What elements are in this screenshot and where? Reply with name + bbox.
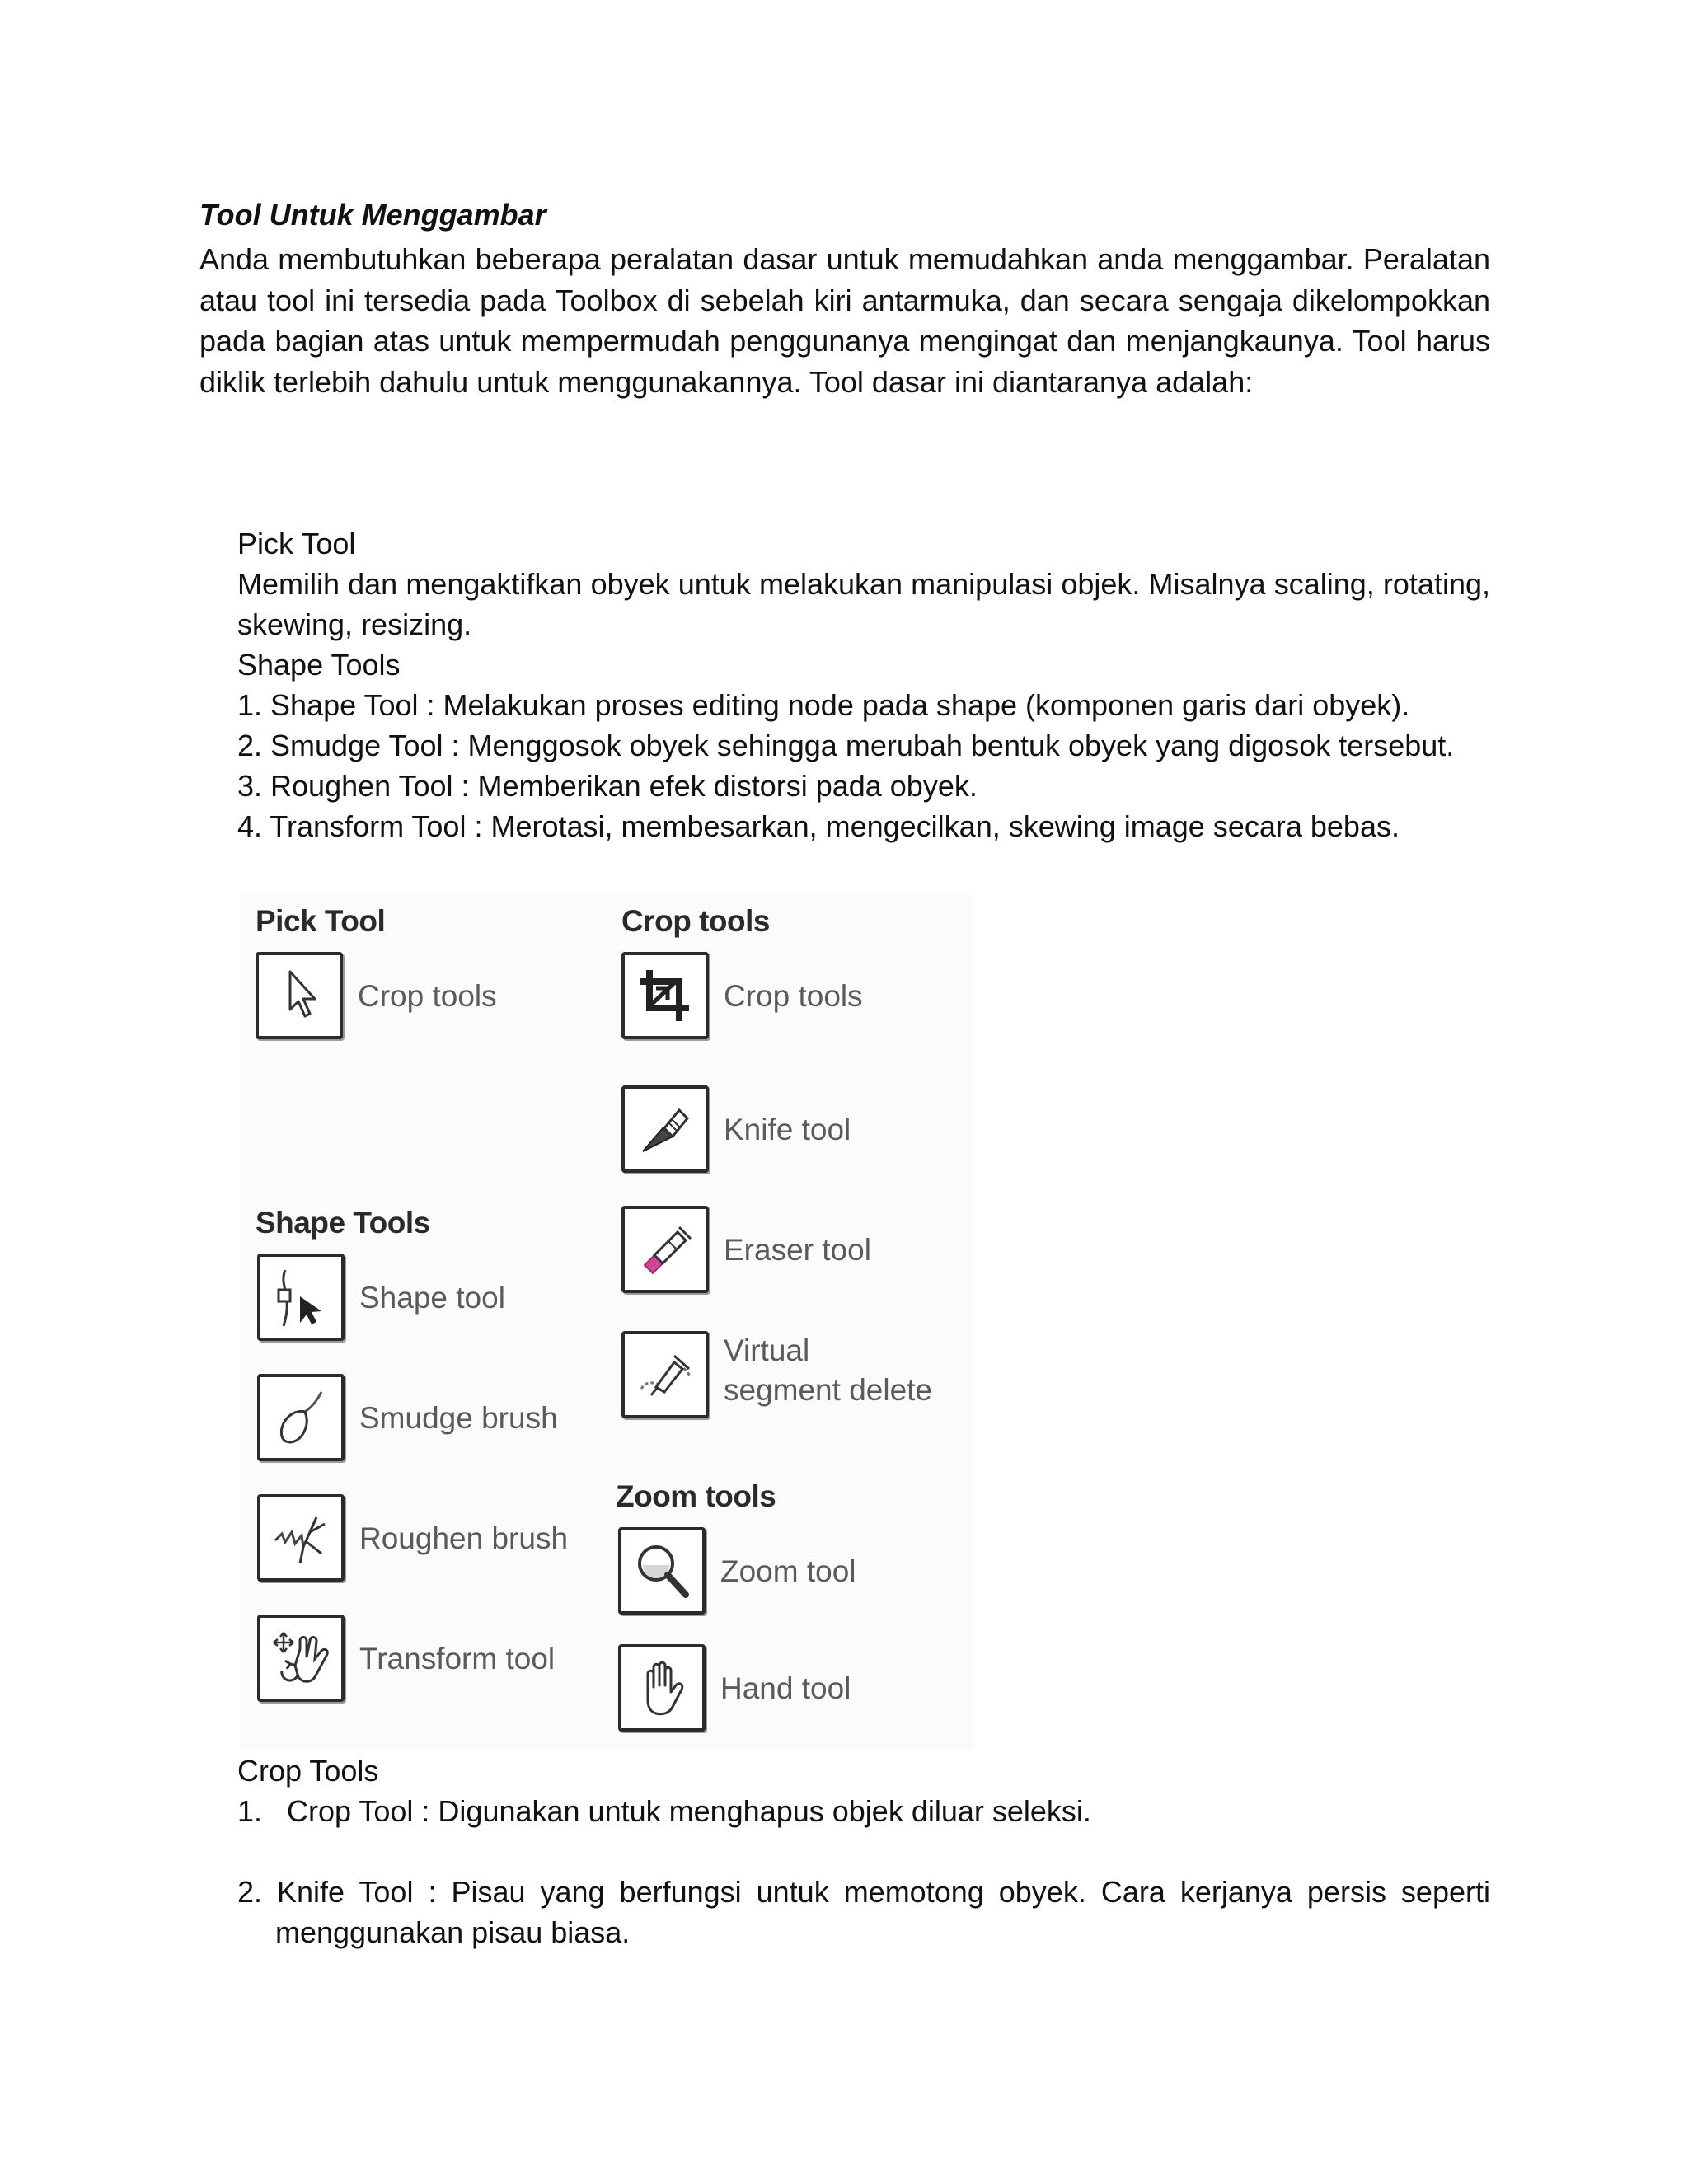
crop-tool-item-number: 1. xyxy=(237,1794,263,1828)
roughen-brush-label: Roughen brush xyxy=(359,1521,569,1555)
section-heading: Tool Untuk Menggambar xyxy=(199,198,546,232)
transform-icon xyxy=(267,1624,335,1692)
smudge-brush-button xyxy=(257,1374,345,1461)
crop-tools-title: Crop Tools xyxy=(237,1754,379,1788)
eraser-icon xyxy=(631,1216,699,1283)
transform-tool-label: Transform tool xyxy=(359,1642,556,1675)
crop-icon xyxy=(631,962,699,1029)
roughen-brush-button xyxy=(257,1494,345,1582)
knife-tool-item: 2. Knife Tool : Pisau yang berfungsi untuk memotong obyek. Cara kerjanya persis seperti menggunakan pisau biasa. xyxy=(237,1875,1490,1949)
knife-icon xyxy=(631,1095,699,1163)
toolbox-figure xyxy=(241,894,974,1750)
crop-tool-item-text: Crop Tool : Digunakan untuk menghapus objek diluar seleksi. xyxy=(287,1794,1091,1828)
roughen-tool-item: 3. Roughen Tool : Memberikan efek distorsi pada obyek. xyxy=(237,769,978,803)
figure-zoom-heading: Zoom tools xyxy=(616,1479,776,1513)
crop-tool-label: Crop tools xyxy=(724,979,863,1013)
virtual-label-line-1: Virtual xyxy=(724,1333,810,1367)
shape-tool-button xyxy=(257,1254,345,1341)
virtual-label-line-2: segment delete xyxy=(724,1373,933,1407)
smudge-brush-icon xyxy=(267,1384,335,1451)
pick-tool-description: Memilih dan mengaktifkan obyek untuk melakukan manipulasi objek. Misalnya scaling, rotating, skewing, resizing. xyxy=(237,567,1490,641)
figure-pick-heading: Pick Tool xyxy=(256,904,386,938)
smudge-tool-item: 2. Smudge Tool : Menggosok obyek sehingga merubah bentuk obyek yang digosok tersebut. xyxy=(237,729,1455,762)
transform-tool-item: 4. Transform Tool : Merotasi, membesarkan, mengecilkan, skewing image secara bebas. xyxy=(237,809,1400,843)
eraser-tool-label: Eraser tool xyxy=(724,1233,871,1267)
shape-node-icon xyxy=(267,1263,335,1331)
hand-icon xyxy=(628,1654,696,1722)
smudge-brush-label: Smudge brush xyxy=(359,1401,558,1435)
zoom-tool-button xyxy=(618,1527,706,1615)
virtual-segment-delete-button xyxy=(621,1331,709,1418)
shape-tool-label: Shape tool xyxy=(359,1281,505,1315)
knife-tool-button xyxy=(621,1085,709,1173)
pointer-arrow-icon xyxy=(265,962,333,1029)
pick-tool-button xyxy=(256,952,343,1039)
figure-shape-heading: Shape Tools xyxy=(256,1206,430,1240)
pick-tool-label: Crop tools xyxy=(358,979,497,1013)
intro-paragraph: Anda membutuhkan beberapa peralatan dasar untuk memudahkan anda menggambar. Peralatan atau tool ini tersedia pada Toolbox di sebelah kiri antarmuka, dan secara sengaja dikelompokkan pada bagian atas untuk mempermudah penggunanya mengingat dan menjangkaunya. Tool harus diklik terlebih dahulu untuk menggunakannya. Tool dasar ini diantaranya adalah: xyxy=(199,242,1490,399)
hand-tool-button xyxy=(618,1644,706,1732)
hand-tool-label: Hand tool xyxy=(720,1671,851,1705)
virtual-segment-delete-icon xyxy=(631,1341,699,1408)
eraser-tool-button xyxy=(621,1206,709,1293)
shape-tool-item: 1. Shape Tool : Melakukan proses editing node pada shape (komponen garis dari obyek). xyxy=(237,688,1410,722)
shape-tools-title: Shape Tools xyxy=(237,648,401,682)
magnifier-icon xyxy=(628,1537,696,1605)
roughen-brush-icon xyxy=(267,1504,335,1572)
figure-crop-heading: Crop tools xyxy=(621,904,770,938)
zoom-tool-label: Zoom tool xyxy=(720,1554,856,1588)
crop-tool-button xyxy=(621,952,709,1039)
virtual-segment-delete-label xyxy=(724,1331,932,1410)
transform-tool-button xyxy=(257,1615,345,1702)
knife-tool-label: Knife tool xyxy=(724,1113,851,1146)
pick-tool-title: Pick Tool xyxy=(237,527,356,560)
